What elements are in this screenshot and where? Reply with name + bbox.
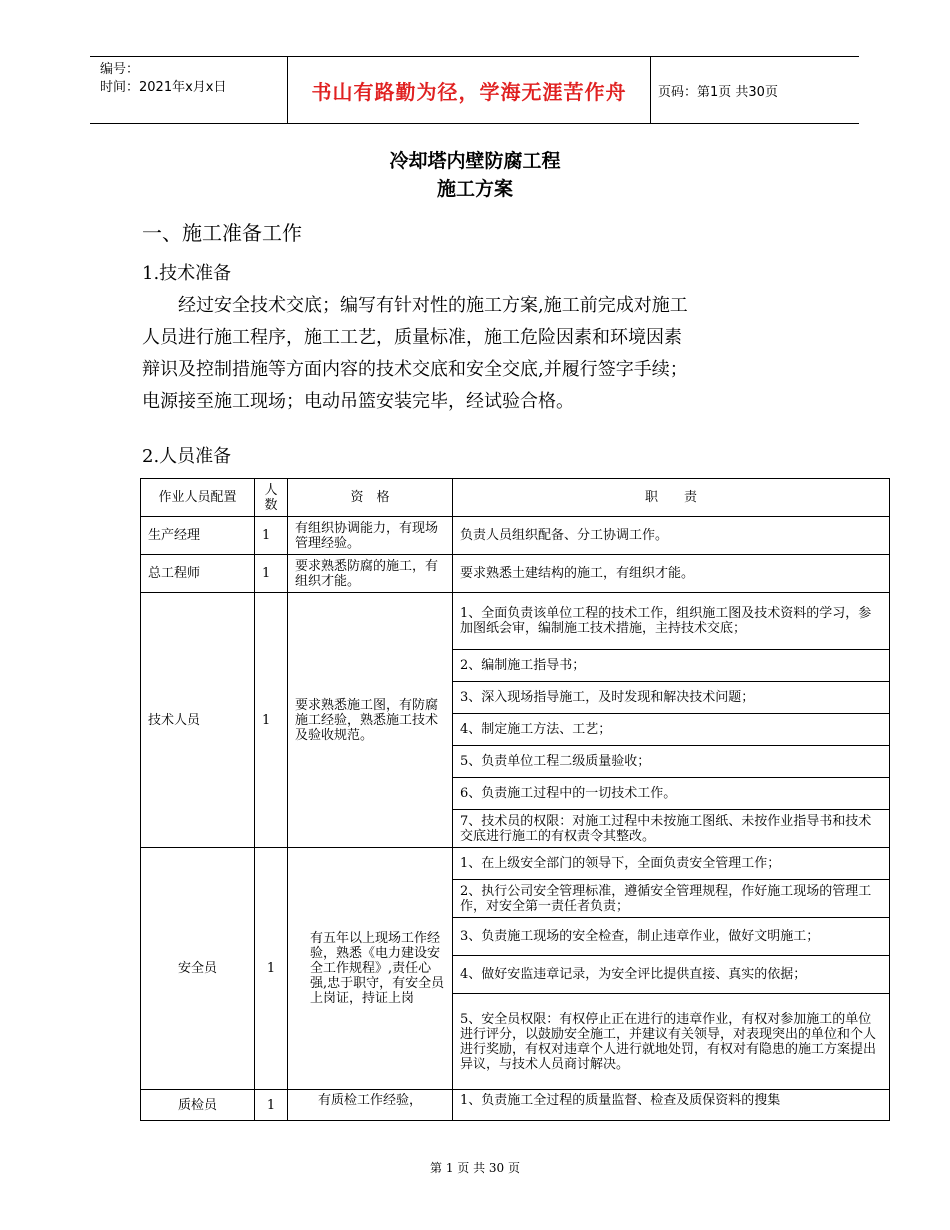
duty-cell: 3、负责施工现场的安全检查，制止违章作业，做好文明施工； bbox=[453, 918, 890, 956]
header-cell: 人数 bbox=[255, 479, 288, 517]
duty-cell: 1、在上级安全部门的领导下，全面负责安全管理工作； bbox=[453, 848, 890, 880]
duty-cell: 要求熟悉土建结构的施工，有组织才能。 bbox=[453, 555, 890, 593]
duty-cell: 1、全面负责该单位工程的技术工作，组织施工图及技术资料的学习，参加图纸会审，编制施工技术措施，主持技术交底； bbox=[453, 593, 890, 650]
duty-text: 1、负责施工全过程的质量监督、检查及质保资料的搜集 bbox=[460, 1093, 781, 1108]
header-meta bbox=[100, 61, 226, 97]
duty-cell: 3、深入现场指导施工，及时发现和解决技术问题； bbox=[453, 682, 890, 714]
table-header-row bbox=[141, 479, 890, 517]
qual-cell: 有五年以上现场工作经验，熟悉《电力建设安全工作规程》,责任心强,忠于职守，有安全员上岗证，持证上岗 bbox=[288, 848, 453, 1090]
doc-title: 冷却塔内壁防腐工程 bbox=[389, 150, 561, 172]
role-cell: 总工程师 bbox=[141, 555, 255, 593]
table-row bbox=[141, 1090, 890, 1121]
role-cell: 质检员 bbox=[141, 1090, 255, 1121]
duty-cell: 5、负责单位工程二级质量验收； bbox=[453, 746, 890, 778]
duty-cell: 6、负责施工过程中的一切技术工作。 bbox=[453, 778, 890, 810]
subsection-heading-staff: 2.人员准备 bbox=[142, 446, 232, 467]
qual-cell: 有组织协调能力，有现场管理经验。 bbox=[288, 517, 453, 555]
table-row bbox=[141, 555, 890, 593]
header-cell: 作业人员配置 bbox=[141, 479, 255, 517]
qual-cell bbox=[288, 1090, 453, 1121]
page-header bbox=[90, 56, 859, 124]
duty-cell: 负责人员组织配备、分工协调工作。 bbox=[453, 517, 890, 555]
time-label: 时间：2021年x月x日 bbox=[100, 80, 227, 95]
number-label: 编号： bbox=[100, 62, 140, 77]
table-row bbox=[141, 848, 890, 880]
role-cell: 生产经理 bbox=[141, 517, 255, 555]
duty-cell: 7、技术员的权限：对施工过程中未按施工图纸、未按作业指导书和技术交底进行施工的有权责令其整改。 bbox=[453, 810, 890, 848]
tech-paragraph bbox=[142, 290, 822, 418]
para-line: 人员进行施工程序，施工工艺，质量标准，施工危险因素和环境因素 bbox=[142, 327, 682, 348]
motto: 书山有路勤为径，学海无涯苦作舟 bbox=[287, 57, 651, 123]
para-line: 辩识及控制措施等方面内容的技术交底和安全交底,并履行签字手续； bbox=[142, 359, 688, 380]
count-cell: 1 bbox=[255, 517, 288, 555]
count-cell: 1 bbox=[255, 555, 288, 593]
role-cell: 安全员 bbox=[141, 848, 255, 1090]
section-heading: 一、施工准备工作 bbox=[142, 221, 302, 245]
qual-cell: 要求熟悉防腐的施工，有组织才能。 bbox=[288, 555, 453, 593]
duty-cell: 4、做好安监违章记录，为安全评比提供直接、真实的依据； bbox=[453, 956, 890, 994]
count-cell: 1 bbox=[255, 593, 288, 848]
qual-text: 有质检工作经验， bbox=[317, 1093, 422, 1108]
duty-cell: 2、执行公司安全管理标准，遵循安全管理规程，作好施工现场的管理工作，对安全第一责任者负责； bbox=[453, 880, 890, 918]
staff-table bbox=[140, 478, 890, 1121]
page-footer: 第 1 页 共 30 页 bbox=[430, 1161, 520, 1175]
subsection-heading-tech: 1.技术准备 bbox=[142, 263, 232, 284]
duty-cell: 5、安全员权限：有权停止正在进行的违章作业，有权对参加施工的单位进行评分，以鼓励安全施工，并建议有关领导，对表现突出的单位和个人进行奖励，有权对违章个人进行就地处罚，有权对有隐患的施工方案提出异议，与技术人员商讨解决。 bbox=[453, 994, 890, 1090]
table-row bbox=[141, 593, 890, 650]
para-line: 电源接至施工现场；电动吊篮安装完毕，经试验合格。 bbox=[142, 391, 574, 412]
doc-subtitle: 施工方案 bbox=[436, 178, 513, 200]
duty-cell: 2、编制施工指导书； bbox=[453, 650, 890, 682]
table-row bbox=[141, 517, 890, 555]
para-line: 经过安全技术交底；编写有针对性的施工方案,施工前完成对施工 bbox=[178, 295, 688, 316]
header-cell: 职 责 bbox=[453, 479, 890, 517]
count-cell: 1 bbox=[255, 848, 288, 1090]
duty-cell: 4、制定施工方法、工艺； bbox=[453, 714, 890, 746]
header-cell: 资 格 bbox=[288, 479, 453, 517]
role-cell: 技术人员 bbox=[141, 593, 255, 848]
qual-cell: 要求熟悉施工图，有防腐施工经验，熟悉施工技术及验收规范。 bbox=[288, 593, 453, 848]
page-info: 页码：第1页 共30页 bbox=[658, 84, 778, 100]
duty-cell bbox=[453, 1090, 890, 1121]
count-cell: 1 bbox=[255, 1090, 288, 1121]
